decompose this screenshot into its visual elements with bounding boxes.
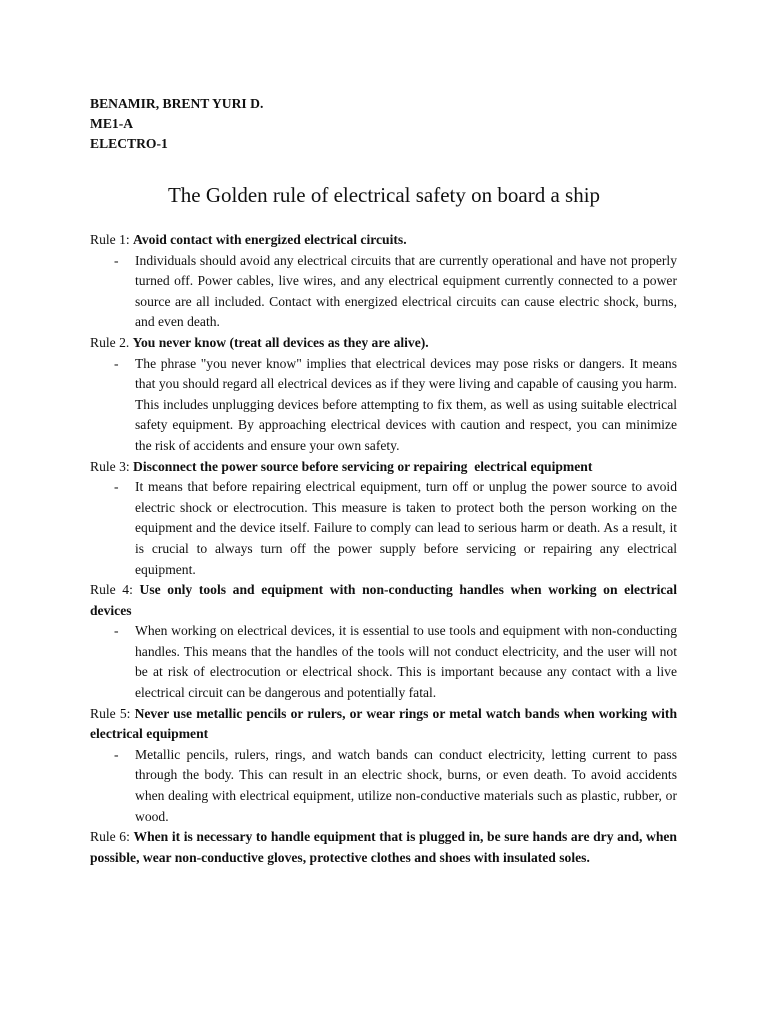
bullet-dash: - [114,746,119,762]
rule-body: Individuals should avoid any electrical circuits that are currently operational and have not properly turned off. Power cables, live wires, and any electrical equipment currently connected to a power source are all included. Contact with energized electrical circuits can cause electric shock, burns, and even death. [135,252,677,330]
rule-2 [90,333,677,457]
rule-heading [90,580,677,621]
document-title: The Golden rule of electrical safety on board a ship [167,183,601,207]
rule-1 [90,230,677,333]
rule-bullet [90,477,677,580]
rule-bullet [90,251,677,333]
rule-4 [90,580,677,704]
rule-bullet [90,745,677,827]
student-name: BENAMIR, BRENT YURI D. [90,96,264,111]
rule-heading-text: Disconnect the power source before servicing or repairing electrical equipment [133,458,593,474]
rule-bullet [90,621,677,703]
rule-heading [90,333,677,354]
rule-5 [90,704,677,828]
bullet-dash: - [114,623,119,639]
rule-body: It means that before repairing electrical equipment, turn off or unplug the power source to avoid electric shock or electrocution. This measure is taken to protect both the person working on the equipment and the device itself. Failure to comply can lead to serious harm or death. As a result, it is crucial to always turn off the power supply before servicing or repairing any electrical equipment. [135,479,677,577]
rule-label: Rule 2. [90,334,133,350]
rule-heading [90,704,677,745]
rule-label: Rule 5: [90,705,135,721]
author-header [90,94,263,154]
bullet-dash: - [114,479,119,495]
rule-heading-text: Use only tools and equipment with non-conducting handles when working on electrical devices [90,582,677,618]
course-code: ELECTRO-1 [90,136,168,151]
bullet-dash: - [114,252,119,268]
student-section: ME1-A [90,116,134,131]
rule-body: Metallic pencils, rulers, rings, and watch bands can conduct electricity, letting current to pass through the body. This can result in an electric shock, burns, or even death. To avoid accidents when dealing with electrical equipment, utilize non-conductive materials such as plastic, rubber, or wood. [135,746,677,824]
rule-heading-text: You never know (treat all devices as they are alive). [132,334,429,350]
rule-3 [90,457,677,581]
rules-list [90,230,677,868]
rule-heading-text: When it is necessary to handle equipment that is plugged in, be sure hands are dry and, when possible, wear non-conductive gloves, protective clothes and shoes with insulated soles. [90,829,677,865]
rule-body: When working on electrical devices, it is essential to use tools and equipment with non-conducting handles. This means that the handles of the tools will not conduct electricity, and the user will not be at risk of electrocution or electrical shock. This is important because any contact with a live electrical circuit can be dangerous and potentially fatal. [135,623,677,701]
rule-heading-text: Never use metallic pencils or rulers, or wear rings or metal watch bands when working with electrical equipment [90,705,677,742]
rule-6 [90,827,677,868]
rule-label: Rule 1: [90,232,134,247]
rule-label: Rule 3: [90,458,134,474]
rule-bullet [90,354,677,457]
rule-heading [90,457,677,478]
rule-label: Rule 6: [90,829,134,845]
bullet-dash: - [114,355,119,371]
rule-body: The phrase "you never know" implies that electrical devices may pose risks or dangers. It means that you should regard all electrical devices as if they were living and capable of causing you harm. This includes unplugging devices before attempting to fix them, as well as using suitable electrical safety equipment. By approaching electrical devices with caution and respect, you can minimize the risk of accidents and ensure your own safety. [135,355,677,453]
rule-heading [90,230,677,251]
rule-label: Rule 4: [90,582,140,598]
rule-heading [90,827,677,868]
rule-heading-text: Avoid contact with energized electrical circuits. [133,232,407,247]
